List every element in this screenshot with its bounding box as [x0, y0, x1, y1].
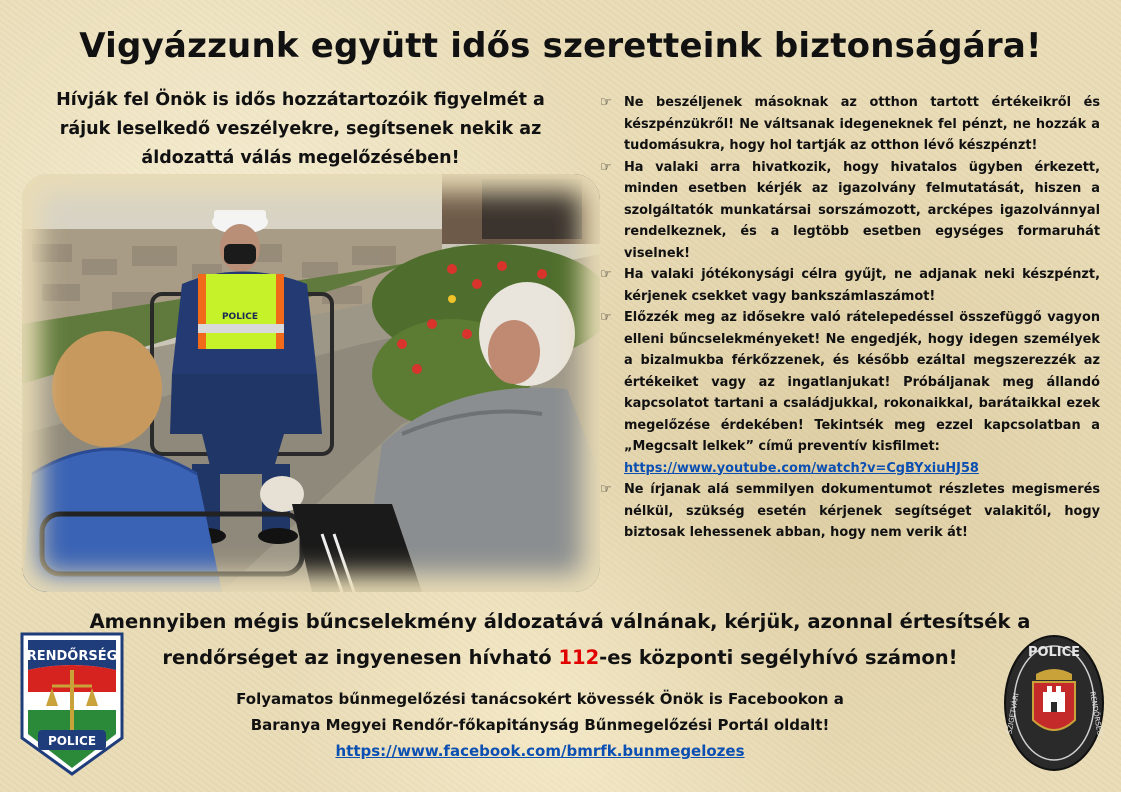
- intro-line: rájuk leselkedő veszélyekre, segítsenek nekik az: [59, 119, 542, 139]
- logo-right-ring-left: SZIGETVÁRI: [1005, 692, 1021, 735]
- list-item: [600, 307, 1100, 479]
- list-item: [600, 92, 1100, 157]
- facebook-page-link[interactable]: https://www.facebook.com/bmrfk.bunmegelozes: [335, 742, 745, 760]
- szigetvar-police-patch-logo: [1003, 634, 1105, 772]
- footer-line: Folyamatos bűnmegelőzési tanácsokért kövessék Önök is Facebookon a: [236, 690, 844, 708]
- list-item: [600, 264, 1100, 307]
- photo-police-visit: [22, 174, 600, 592]
- intro-text: [18, 86, 583, 173]
- pointing-hand-icon: ☞: [600, 95, 612, 110]
- page-title: Vigyázzunk együtt idős szeretteink biztonságára!: [79, 26, 1042, 66]
- logo-right-ring-right: RENDŐRSÉG: [1088, 691, 1104, 737]
- footer-line: Baranya Megyei Rendőr-főkapitányság Bűnmegelőzési Portál oldalt!: [250, 716, 830, 734]
- logo-right-top-text: POLICE: [1027, 645, 1081, 660]
- tip-text: Előzzék meg az idősekre való rátelepedéssel összefüggő vagyon elleni bűncselekményeket! Ne engedjék, hogy idegen személyek a bizalmukba férkőzzenek, és később ezáltal megszerezzék az értékeiket vagy az ingatlanjukat! Próbáljanak meg állandó kapcsolatot tartani a családjukkal, rokonaikkal, barátaikkal ezek megelőzése érdekében! Tekintsék meg ezzel kapcsolatban a „Megcsalt lelkek” című preventív kisfilmet:: [624, 310, 1100, 454]
- photo-illustration: [22, 174, 600, 592]
- list-item: [600, 157, 1100, 265]
- facebook-follow-notice: [190, 686, 890, 764]
- tip-text: Ne írjanak alá semmilyen dokumentumot részletes megismerés nélkül, szükség esetén kérjenek segítséget valakitől, hogy biztosak lehessenek abban, hogy nem verik át!: [624, 482, 1100, 540]
- emergency-text: -es központi segélyhívó számon!: [599, 646, 958, 669]
- safety-tips-list: [600, 92, 1100, 544]
- emergency-text: rendőrséget az ingyenesen hívható: [162, 646, 559, 669]
- pointing-hand-icon: ☞: [600, 267, 612, 282]
- emergency-line: Amennyiben mégis bűncselekmény áldozatává válnának, kérjük, azonnal értesítsék a: [89, 610, 1031, 633]
- logo-left-bottom-text: POLICE: [47, 734, 97, 748]
- pointing-hand-icon: ☞: [600, 310, 612, 325]
- tip-text: Ha valaki arra hivatkozik, hogy hivatalos ügyben érkezett, minden esetben kérjék az igazolvány felmutatását, hiszen a szolgáltatók munkatársai sorszámozott, arcképes igazolvánnyal rendelkeznek, és a legtöbb esetben egységes formaruhát viselnek!: [624, 159, 1100, 261]
- tip-text: Ne beszéljenek másoknak az otthon tartott értékeikről és készpénzükről! Ne váltsanak idegeneknek fel pénzt, ne hozzák a tudomásukra, hogy hol tartják az otthon lévő készpénzt!: [624, 95, 1100, 153]
- emergency-call-notice: [55, 604, 1065, 676]
- photo-vest-text: POLICE: [221, 312, 259, 322]
- list-item: [600, 479, 1100, 544]
- intro-line: áldozattá válás megelőzésében!: [141, 148, 460, 168]
- pointing-hand-icon: ☞: [600, 159, 612, 175]
- police-badge-logo: [18, 630, 126, 776]
- pointing-hand-icon: ☞: [600, 482, 612, 497]
- youtube-video-link[interactable]: https://www.youtube.com/watch?v=CgBYxiuHJ58: [624, 460, 979, 476]
- intro-line: Hívják fel Önök is idős hozzátartozóik figyelmét a: [56, 90, 545, 110]
- logo-left-top-text: RENDŐRSÉG: [26, 649, 118, 664]
- tip-text: Ha valaki jótékonysági célra gyűjt, ne adjanak neki készpénzt, kérjenek csekket vagy bankszámlaszámot!: [624, 267, 1100, 304]
- emergency-number: 112: [558, 646, 600, 669]
- emergency-line: [55, 640, 1065, 676]
